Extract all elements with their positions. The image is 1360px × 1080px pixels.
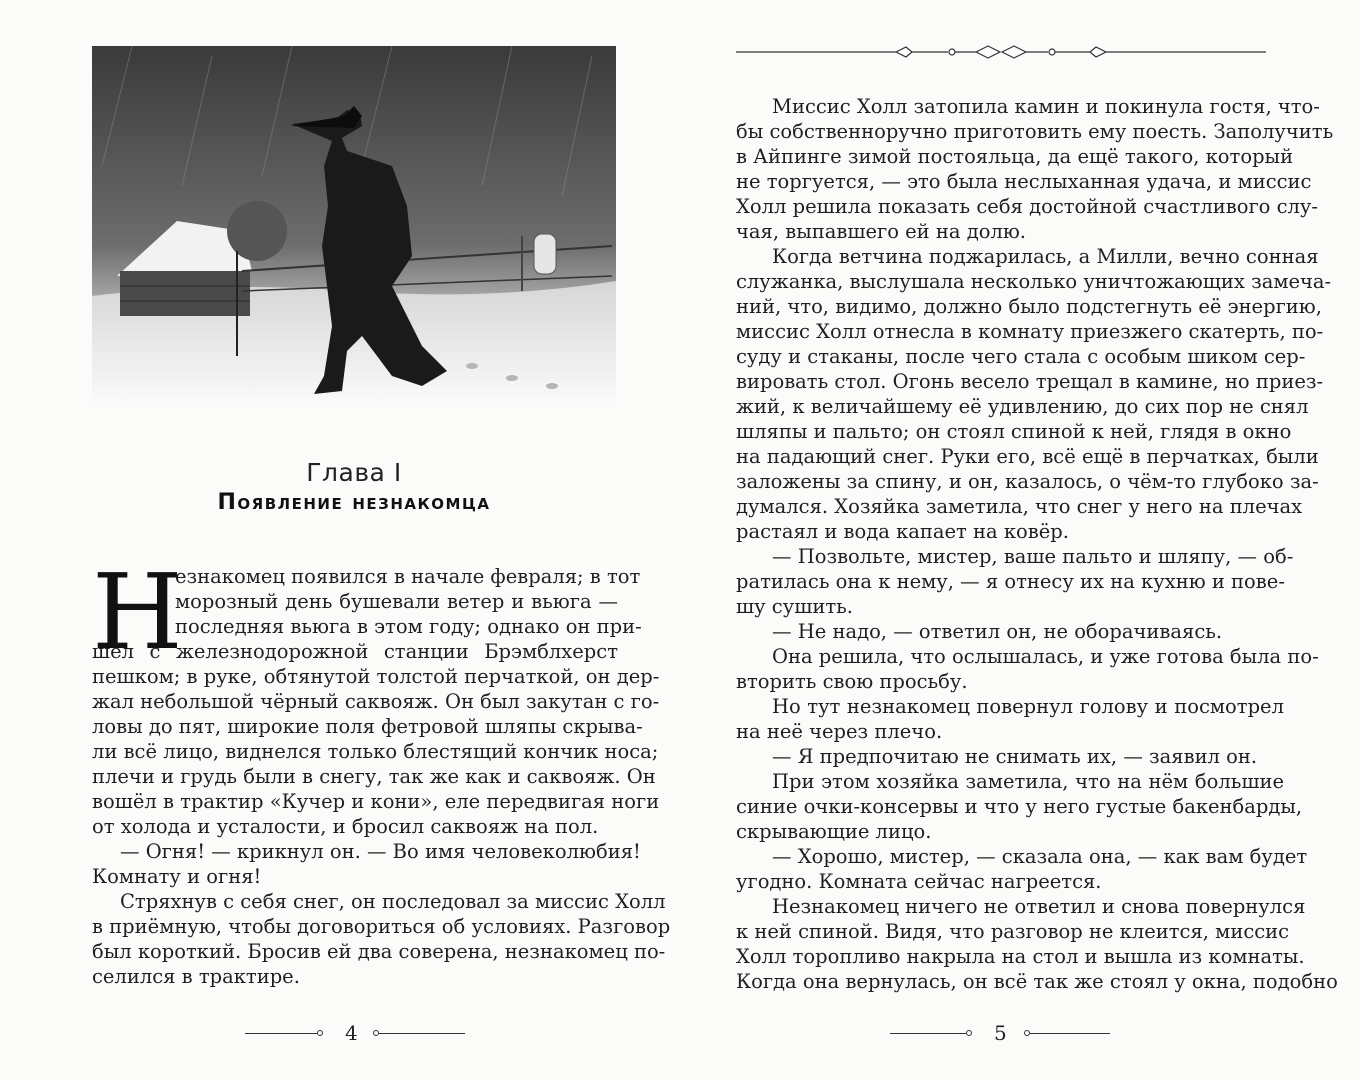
drop-cap: Н xyxy=(92,551,183,673)
body-line: на падающий снег. Руки его, всё ещё в перчатках, были xyxy=(736,445,1319,468)
body-line: — Позвольте, мистер, ваше пальто и шляпу, — об- xyxy=(772,545,1294,568)
body-line: суду и стаканы, после чего стала с особым шиком сер- xyxy=(736,345,1306,368)
body-line: ратилась она к нему, — я отнесу их на кухню и пове- xyxy=(736,570,1285,593)
chapter-illustration xyxy=(92,46,616,408)
body-line: к ней спиной. Видя, что разговор не клеится, миссис xyxy=(736,920,1290,943)
body-line: вировать стол. Огонь весело трещал в камине, но приез- xyxy=(736,370,1324,393)
page-number: 4 xyxy=(345,1021,358,1045)
chapter-number: Глава I xyxy=(306,458,402,487)
body-line: был короткий. Бросив ей два соверена, незнакомец по- xyxy=(92,940,666,963)
body-line: — Не надо, — ответил он, не оборачиваясь. xyxy=(772,620,1223,643)
body-line: шёл с железнодорожной станции Брэмблхерст xyxy=(92,640,618,663)
body-line: Комнату и огня! xyxy=(92,865,262,888)
body-line: вошёл в трактир «Кучер и кони», еле передвигая ноги xyxy=(92,790,660,813)
body-line: шу сушить. xyxy=(736,595,853,618)
body-line: — Хорошо, мистер, — сказала она, — как вам будет xyxy=(772,845,1308,868)
body-line: Но тут незнакомец повернул голову и посмотрел xyxy=(772,695,1284,718)
right-page xyxy=(680,0,1360,1080)
chapter-title: Появление незнакомца xyxy=(217,490,491,515)
body-line: не торгуется, — это была неслыханная удача, и миссис xyxy=(736,170,1312,193)
body-line: заложены за спину, и он, казалось, о чём-то глубоко за- xyxy=(736,470,1319,493)
body-line: синие очки-консервы и что у него густые бакенбарды, xyxy=(736,795,1303,818)
folio-ornament xyxy=(317,1030,323,1036)
body-line: Когда она вернулась, он всё так же стоял у окна, подобно xyxy=(736,970,1338,993)
body-line: в Айпинге зимой постояльца, да ещё такого, который xyxy=(736,145,1294,168)
body-line: пешком; в руке, обтянутой толстой перчаткой, он дер- xyxy=(92,665,660,688)
body-line: Она решила, что ослышалась, и уже готова была по- xyxy=(772,645,1319,668)
folio-ornament xyxy=(966,1030,972,1036)
body-line: угодно. Комната сейчас нагреется. xyxy=(736,870,1102,893)
body-line: ловы до пят, широкие поля фетровой шляпы скрыва- xyxy=(92,715,643,738)
body-line: жал небольшой чёрный саквояж. Он был закутан с го- xyxy=(92,690,660,713)
body-line: плечи и грудь были в снегу, так же как и саквояж. Он xyxy=(92,765,656,788)
body-line: на неё через плечо. xyxy=(736,720,943,743)
body-line: вторить свою просьбу. xyxy=(736,670,968,693)
body-line: Холл торопливо накрыла на стол и вышла из комнаты. xyxy=(736,945,1305,968)
body-line: в приёмную, чтобы договориться об условиях. Разговор xyxy=(92,915,671,938)
body-line: Когда ветчина поджарилась, а Милли, вечно сонная xyxy=(772,245,1319,268)
body-line: ний, что, видимо, должно было подстегнуть её энергию, xyxy=(736,295,1322,318)
folio-rule xyxy=(890,1033,966,1034)
body-line: — Огня! — крикнул он. — Во имя человеколюбия! xyxy=(120,840,641,863)
body-line: чая, выпавшего ей на долю. xyxy=(736,220,1027,243)
body-line: бы собственноручно приготовить ему поесть. Заполучить xyxy=(736,120,1334,143)
folio-rule xyxy=(1030,1033,1110,1034)
header-ornament xyxy=(736,44,1266,60)
body-line: служанка, выслушала несколько уничтожающих замеча- xyxy=(736,270,1332,293)
body-line: ли всё лицо, виднелся только блестящий кончик носа; xyxy=(92,740,659,763)
folio-rule xyxy=(379,1033,465,1034)
body-line: езнакомец появился в начале февраля; в тот xyxy=(175,565,641,588)
body-line: При этом хозяйка заметила, что на нём большие xyxy=(772,770,1284,793)
body-line: миссис Холл отнесла в комнату приезжего скатерть, по- xyxy=(736,320,1324,343)
body-line: — Я предпочитаю не снимать их, — заявил он. xyxy=(772,745,1258,768)
body-line: от холода и усталости, и бросил саквояж на пол. xyxy=(92,815,599,838)
body-line: шляпы и пальто; он стоял спиной к ней, глядя в окно xyxy=(736,420,1292,443)
body-line: думался. Хозяйка заметила, что снег у него на плечах xyxy=(736,495,1303,518)
body-line: селился в трактире. xyxy=(92,965,300,988)
body-line: последняя вьюга в этом году; однако он при- xyxy=(175,615,642,638)
body-line: Холл решила показать себя достойной счастливого слу- xyxy=(736,195,1318,218)
body-line: жий, к величайшему её удивлению, до сих пор не снял xyxy=(736,395,1309,418)
body-line: Миссис Холл затопила камин и покинула гостя, что- xyxy=(772,95,1320,118)
body-line: Стряхнув с себя снег, он последовал за миссис Холл xyxy=(120,890,666,913)
folio-rule xyxy=(245,1033,317,1034)
body-line: скрывающие лицо. xyxy=(736,820,932,843)
body-line: растаял и вода капает на ковёр. xyxy=(736,520,1069,543)
body-line: Незнакомец ничего не ответил и снова повернулся xyxy=(772,895,1306,918)
body-line: морозный день бушевали ветер и вьюга — xyxy=(175,590,618,613)
page-number: 5 xyxy=(994,1021,1007,1045)
